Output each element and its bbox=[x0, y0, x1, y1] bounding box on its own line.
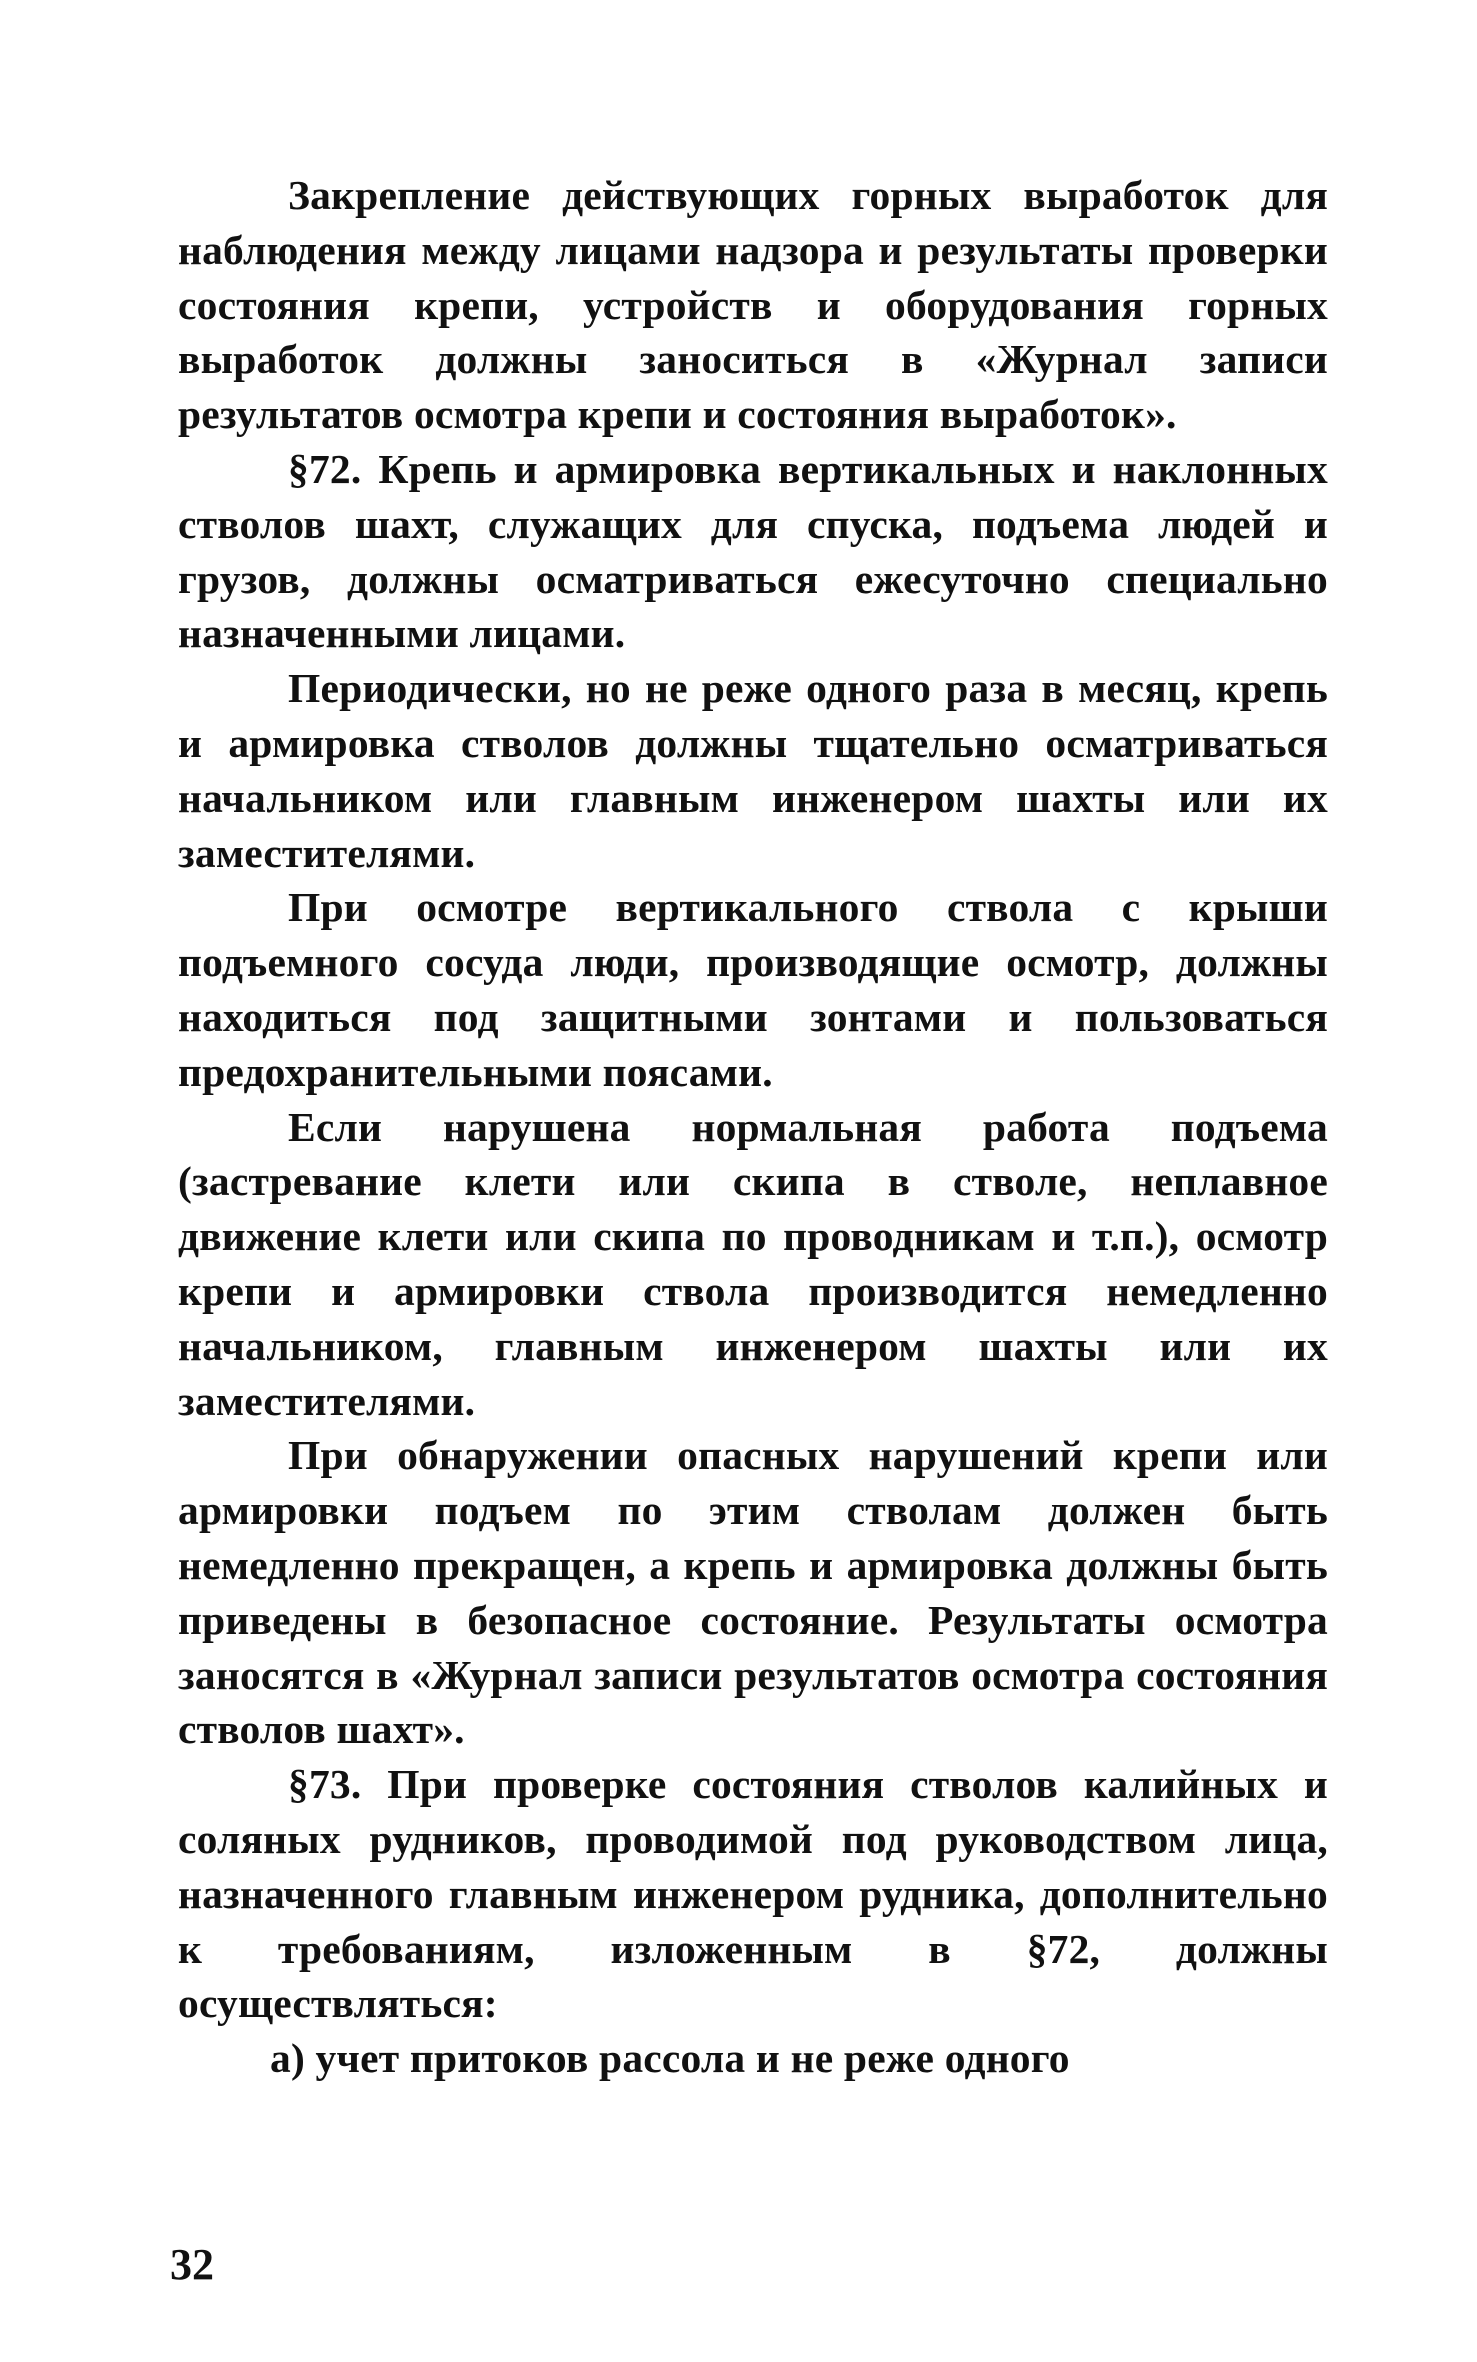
paragraph-hoist-failure: Если нарушена нормальная работа подъема (застревание клети или скипа в стволе, неплавное движение клети или скипа по проводникам и т.п.), осмотр крепи и армировки ствола производится немедленно начальником, главным инженером шахты или их заместителями. bbox=[178, 1103, 1328, 1424]
paragraph-section-72: §72. Крепь и армировка вертикальных и наклонных стволов шахт, служащих для спуска, подъема людей и грузов, должны осматриваться ежесуточно специально назначенными лицами. bbox=[178, 445, 1328, 657]
paragraph-item-a: а) учет притоков рассола и не реже одного bbox=[270, 2035, 1070, 2082]
paragraph-dangerous-damage: При обнаружении опасных нарушений крепи или армировки подъем по этим стволам должен быть немедленно прекращен, а крепь и армировка должны быть приведены в безопасное состояние. Результаты осмотра заносятся в «Журнал записи результатов осмотра состояния стволов шахт». bbox=[178, 1432, 1328, 1753]
paragraph-monthly-inspection: Периодически, но не реже одного раза в месяц, крепь и армировка стволов должны тщательно осматриваться начальником или главным инженером шахты или их заместителями. bbox=[178, 665, 1328, 876]
paragraph-journal-record: Закрепление действующих горных выработок для наблюдения между лицами надзора и результаты проверки состояния крепи, устройств и оборудования горных выработок должны заноситься в «Журнал записи результатов осмотра крепи и состояния выработок». bbox=[178, 172, 1328, 438]
paragraph-roof-inspection: При осмотре вертикального ствола с крыши подъемного сосуда люди, производящие осмотр, должны находиться под защитными зонтами и пользоваться предохранительными поясами. bbox=[178, 884, 1328, 1095]
paragraph-section-73: §73. При проверке состояния стволов калийных и соляных рудников, проводимой под руководством лица, назначенного главным инженером рудника, дополнительно к требованиям, изложенным в §72, должны осуществляться: bbox=[178, 1761, 1328, 2027]
body-text bbox=[178, 168, 1328, 2086]
page-number: 32 bbox=[170, 2240, 214, 2289]
